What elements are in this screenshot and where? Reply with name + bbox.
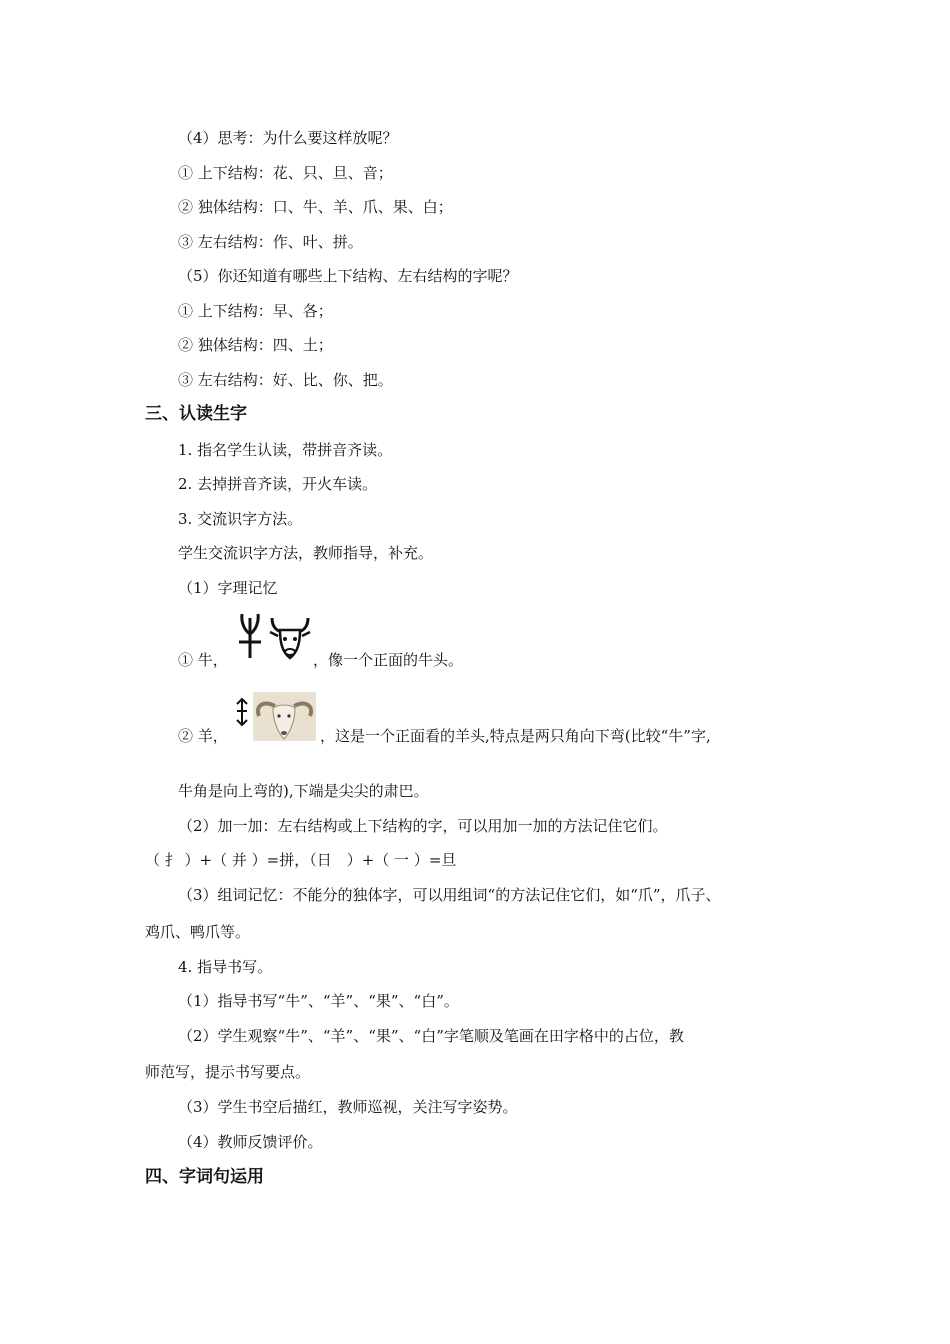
writing-1: （1）指导书写“牛”、“羊”、“果”、“白”。 [178,992,459,1010]
q4-item-3: ③ 左右结构：作、叶、拼。 [178,233,363,251]
niu-desc: ，像一个正面的牛头。 [313,651,464,669]
q4-item-2: ② 独体结构：口、牛、羊、爪、果、白； [178,198,453,216]
method-3-line-1: （3）组词记忆：不能分的独体字，可以用组词“的方法记住它们，如“爪”，爪子、 [178,886,721,904]
writing-2-line-2: 师范写，提示书写要点。 [145,1063,311,1081]
ox-head-icon [268,614,312,664]
yang-desc-cont: 牛角是向上弯的),下端是尖尖的肃巴。 [178,782,429,800]
yang-prefix: ② 羊， [178,727,228,745]
goat-head-image [253,692,316,741]
writing-3: （3）学生书空后描红，教师巡视，关注写字姿势。 [178,1098,518,1116]
q4-text: （4）思考：为什么要这样放呢？ [178,129,398,147]
step-3-desc: 学生交流识字方法，教师指导，补充。 [178,544,434,562]
writing-4: （4）教师反馈评价。 [178,1133,323,1151]
section-4-heading: 四、字词句运用 [145,1167,264,1187]
q5-text: （5）你还知道有哪些上下结构、左右结构的字呢？ [178,267,518,285]
method-2: （2）加一加：左右结构或上下结构的字，可以用加一加的方法记住它们。 [178,817,668,835]
method-2-formula: （ 扌 ）+（ 并 ）=拼，（日 ）+（ 一 ）=旦 [145,851,457,869]
method-1: （1）字理记忆 [178,579,278,597]
q5-item-3: ③ 左右结构：好、比、你、把。 [178,371,393,389]
niu-prefix: ① 牛， [178,651,228,669]
step-1: 1. 指名学生认读，带拼音齐读。 [178,441,393,459]
writing-2-line-1: （2）学生观察“牛”、“羊”、“果”、“白”字笔顺及笔画在田字格中的占位，教 [178,1027,684,1045]
oracle-niu-icon [236,612,264,664]
q4-item-1: ① 上下结构：花、只、旦、音； [178,164,393,182]
step-4: 4. 指导书写。 [178,958,273,976]
method-3-line-2: 鸡爪、鸭爪等。 [145,923,251,941]
yang-desc: ，这是一个正面看的羊头,特点是两只角向下弯(比较“牛”字, [320,727,711,745]
step-3: 3. 交流识字方法。 [178,510,303,528]
step-2: 2. 去掉拼音齐读，开火车读。 [178,475,378,493]
section-3-heading: 三、认读生字 [145,404,247,424]
q5-item-1: ① 上下结构：早、各； [178,302,333,320]
q5-item-2: ② 独体结构：四、土； [178,336,333,354]
oracle-yang-icon [234,697,250,731]
